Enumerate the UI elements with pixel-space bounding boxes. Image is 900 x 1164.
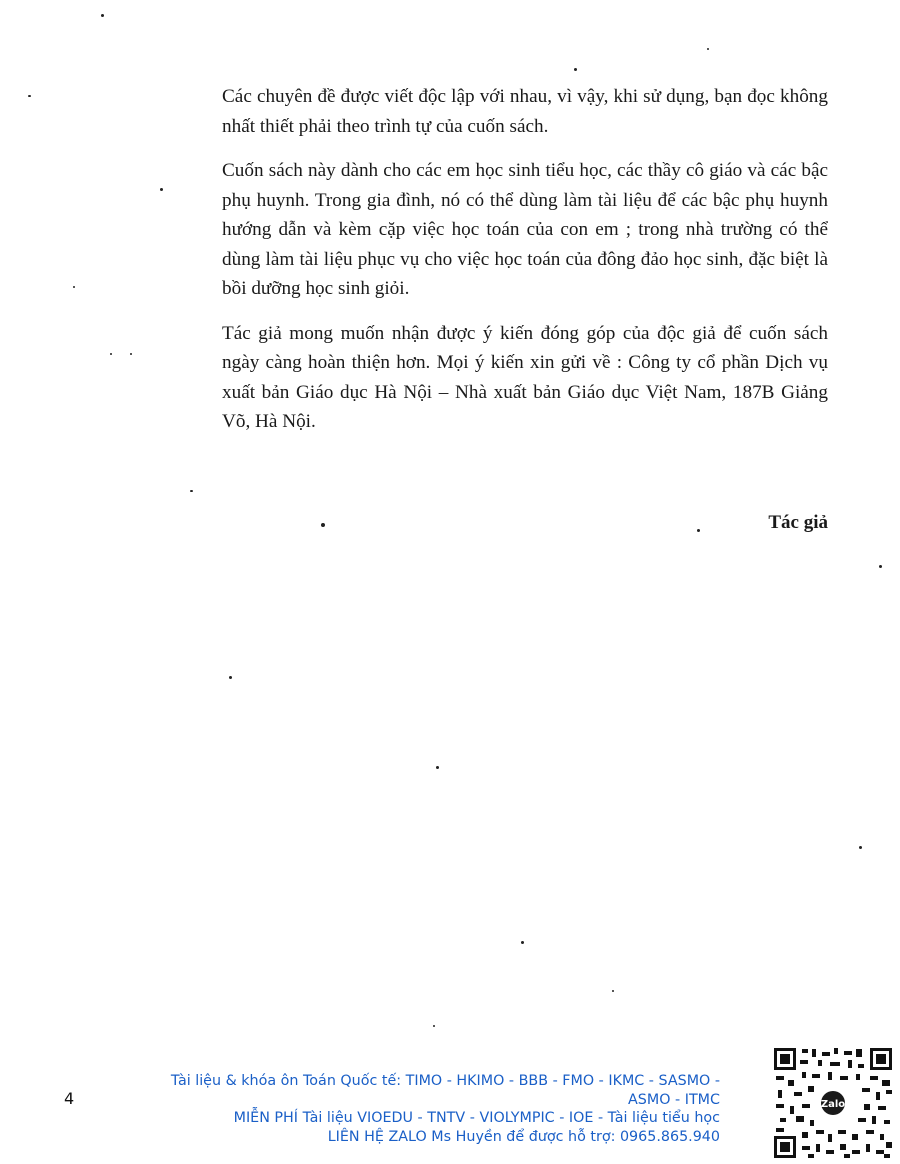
page-number: 4: [64, 1089, 75, 1108]
paragraph-1: Các chuyên đề được viết độc lập với nhau, vì vậy, khi sử dụng, bạn đọc không nhất thiết phải theo trình tự của cuốn sách.: [222, 86, 828, 137]
paragraph-3: Tác giả mong muốn nhận được ý kiến đóng góp của độc giả để cuốn sách ngày càng hoàn thiện hơn. Mọi ý kiến xin gửi về : Công ty cổ phần Dịch vụ xuất bản Giáo dục Hà Nội – Nhà xuất bản Giáo dục Việt Nam, 187B Giảng Võ, Hà Nội.: [222, 322, 828, 432]
paragraph-2: Cuốn sách này dành cho các em học sinh tiểu học, các thầy cô giáo và các bậc phụ huynh. Trong gia đình, nó có thể dùng làm tài liệu để các bậc phụ huynh hướng dẫn và kèm cặp việc học toán của con em ; trong nhà trường có thể dùng làm tài liệu phục vụ cho việc học toán của đông đảo học sinh, đặc biệt là bồi dưỡng học sinh giỏi.: [222, 160, 828, 299]
qr-code-icon[interactable]: [772, 1046, 894, 1160]
preface-text: [222, 82, 828, 452]
author-signature: Tác giả: [768, 512, 828, 533]
zalo-badge: Zalo: [820, 1099, 846, 1110]
footer-line-4: LIÊN HỆ ZALO Ms Huyền để được hỗ trợ: 0965.865.940: [327, 1128, 720, 1145]
footer-line-2: ASMO - ITMC: [628, 1091, 720, 1108]
promo-footer: [30, 1072, 720, 1146]
footer-line-1: Tài liệu & khóa ôn Toán Quốc tế: TIMO - HKIMO - BBB - FMO - IKMC - SASMO -: [170, 1073, 720, 1089]
footer-line-3: MIỄN PHÍ Tài liệu VIOEDU - TNTV - VIOLYMPIC - IOE - Tài liệu tiểu học: [233, 1110, 720, 1126]
